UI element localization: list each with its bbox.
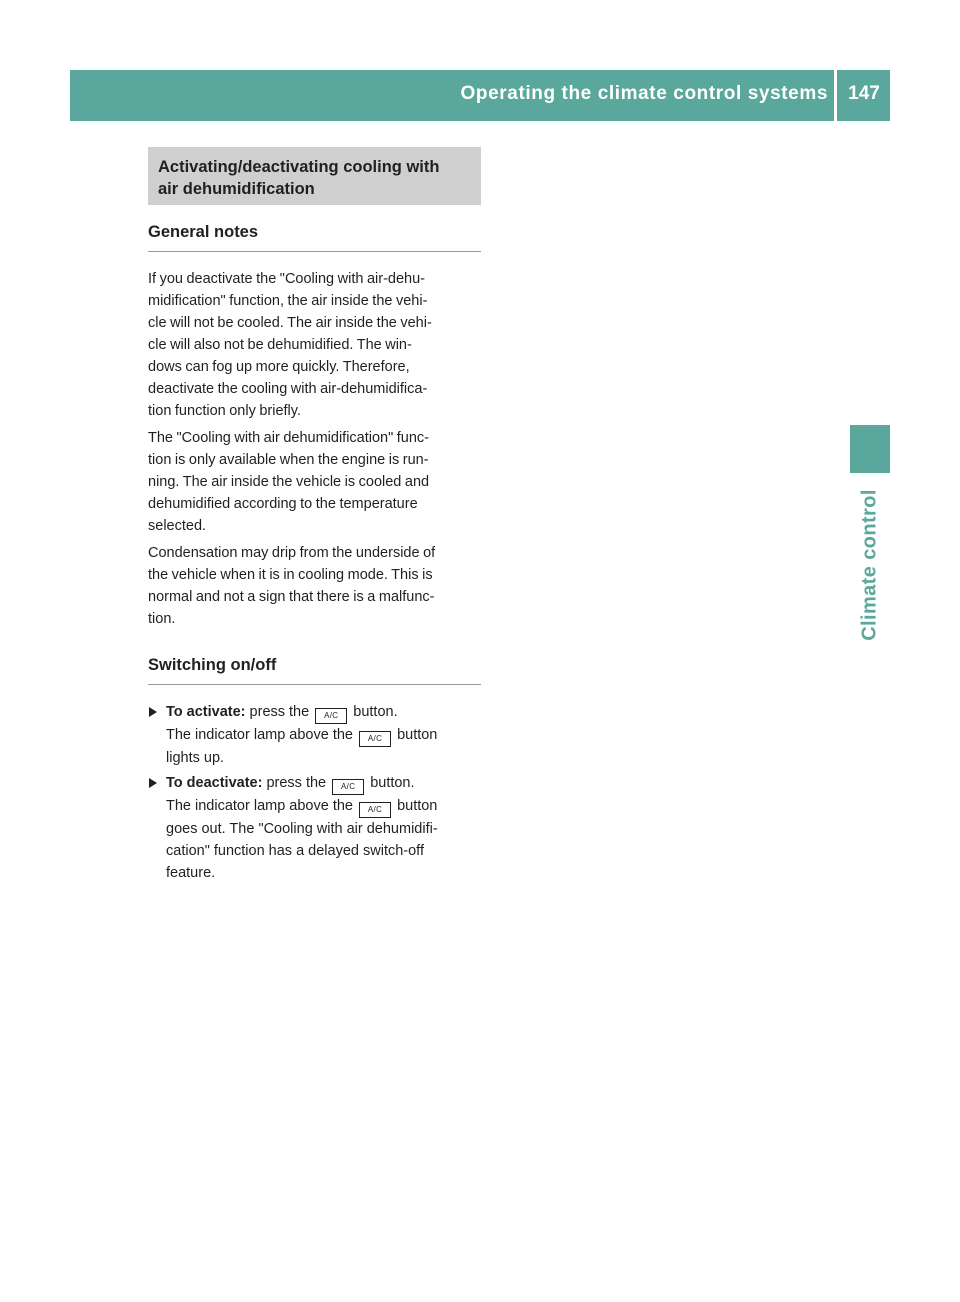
text-line: cle will not be cooled. The air inside the vehi- [148,315,432,331]
section-title-line: air dehumidification [158,180,315,198]
text-line: dows can fog up more quickly. Therefore, [148,359,410,375]
text-line: tion is only available when the engine is run- [148,452,429,468]
step-text: button [397,798,438,814]
header-title: Operating the climate control systems [460,83,828,104]
chapter-tab-marker [850,425,890,473]
general-notes-paragraph-2 [148,427,481,537]
triangle-arrow-icon [149,707,157,717]
general-notes-paragraph-1 [148,268,481,422]
step-text: press the [266,775,327,791]
page-header [70,70,890,121]
text-line: tion. [148,611,176,627]
text-line: Condensation may drip from the underside of [148,545,436,561]
text-line: cle will also not be dehumidified. The win- [148,337,412,353]
triangle-arrow-icon [149,778,157,788]
text-line [166,701,481,724]
step-text: button. [370,775,415,791]
text-line [166,795,481,818]
text-line: deactivate the cooling with air-dehumidifica- [148,381,428,397]
step-label: To activate: [166,704,246,720]
step-deactivate [148,772,481,884]
step-text: button [397,727,438,743]
chapter-tab-label: Climate control [858,489,881,641]
general-notes-paragraph-3 [148,542,481,630]
text-line: tion function only briefly. [148,403,301,419]
text-line: dehumidified according to the temperature [148,496,418,512]
text-line: normal and not a sign that there is a malfunc- [148,589,435,605]
text-line: lights up. [166,750,225,766]
instruction-list [148,701,481,884]
section-title-line: Activating/deactivating cooling with [158,158,440,176]
step-label: To deactivate: [166,775,263,791]
ac-button-icon: A/C [315,708,347,724]
text-line: ning. The air inside the vehicle is cooled and [148,474,430,490]
step-activate [148,701,481,769]
step-text: The indicator lamp above the [166,798,353,814]
text-line: goes out. The "Cooling with air dehumidifi- [166,821,438,837]
text-line [166,772,481,795]
text-line: If you deactivate the "Cooling with air-dehu- [148,271,425,287]
text-line: cation" function has a delayed switch-off [166,843,424,859]
page-number: 147 [848,83,880,104]
step-text: The indicator lamp above the [166,727,353,743]
text-line: the vehicle when it is in cooling mode. This is [148,567,433,583]
text-line: selected. [148,518,207,534]
text-line: The "Cooling with air dehumidification" func- [148,430,430,446]
ac-button-icon: A/C [359,802,391,818]
text-line: midification" function, the air inside the vehi- [148,293,428,309]
text-line: feature. [166,865,216,881]
ac-button-icon: A/C [332,779,364,795]
switching-heading: Switching on/off [148,648,481,685]
ac-button-icon: A/C [359,731,391,747]
main-content [148,147,481,887]
step-text: button. [353,704,398,720]
step-text: press the [249,704,310,720]
section-title [148,147,481,205]
general-notes-heading: General notes [148,215,481,252]
header-divider [834,70,837,121]
text-line [166,724,481,747]
